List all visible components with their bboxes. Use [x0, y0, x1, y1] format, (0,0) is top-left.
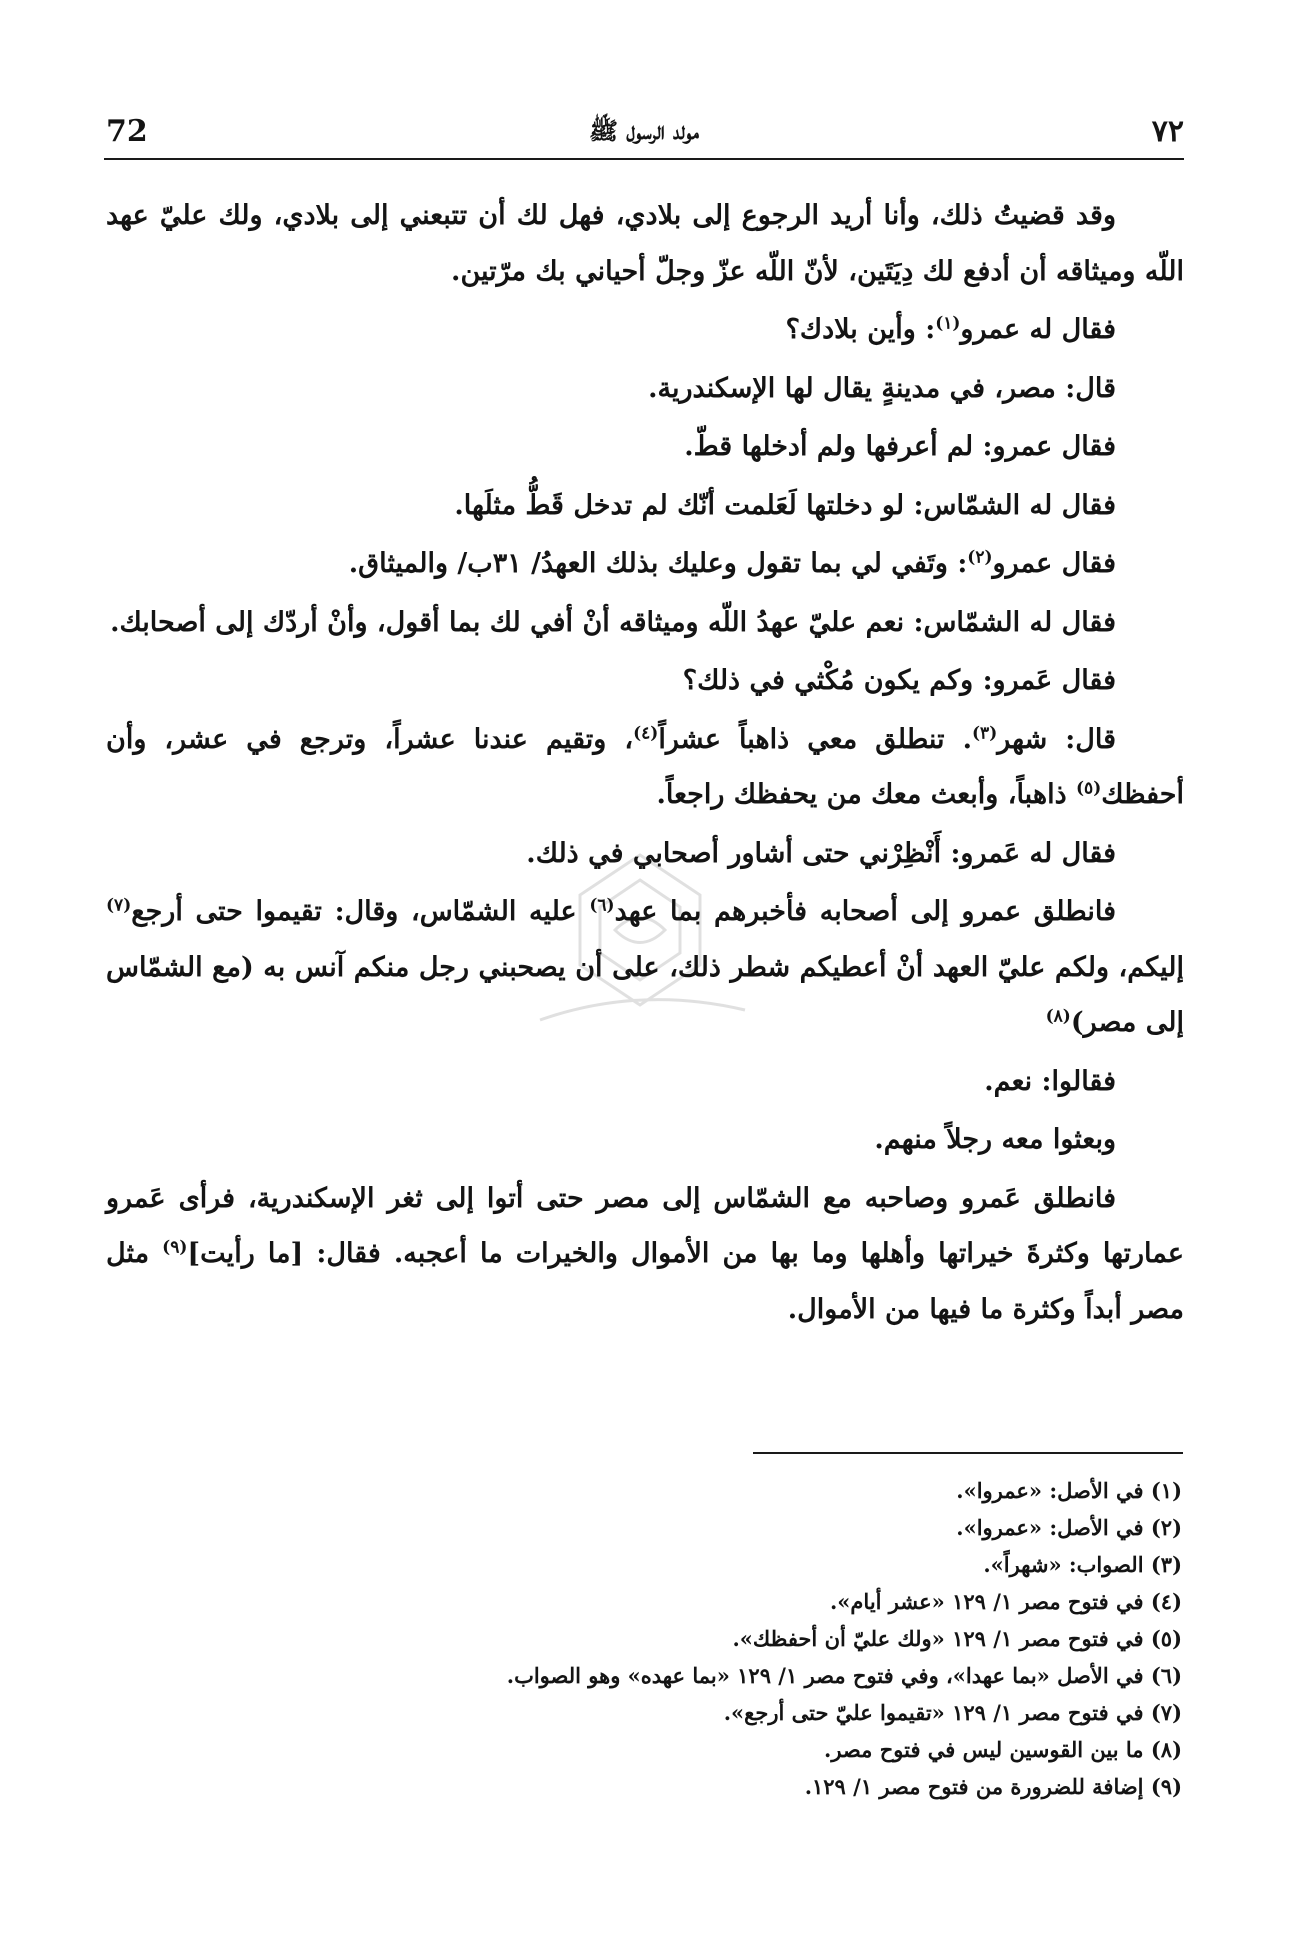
paragraph: فقال له الشمّاس: نعم عليّ عهدُ اللّه وميثاقه أنْ أفي لك بما أقول، وأنْ أردّك إلى أصحابك. [110, 606, 1116, 638]
main-text [106, 188, 1184, 1340]
paragraph: قال: مصر، في مدينةٍ يقال لها الإسكندرية. [648, 372, 1116, 404]
footnote: (٤) في فتوح مصر ١/ ١٢٩ «عشر أيام». [829, 1589, 1182, 1614]
paragraph: فانطلق عَمرو وصاحبه مع الشمّاس إلى مصر حتى أتوا إلى ثغر الإسكندرية، فرأى عَمرو عمارتها وكثرةَ خيراتها وأهلها وما بها من الأموال والخيرات ما أعجبه. فقال: [ما رأيت]$^{(٩)}$ مثل مصر أبداً وكثرة ما فيها من الأموال. [106, 1182, 1185, 1325]
footnote: (٧) في فتوح مصر ١/ ١٢٩ «تقيموا عليّ حتى أرجع». [723, 1700, 1182, 1725]
page-number-arabic: ٧٢ [1151, 114, 1184, 149]
paragraph: فقال له عمرو$^{(١)}$: وأين بلادك؟ [785, 313, 1116, 345]
paragraph: وقد قضيتُ ذلك، وأنا أريد الرجوع إلى بلادي، فهل لك أن تتبعني إلى بلادي، ولك عليّ عهد اللّه وميثاقه أن أدفع لك دِيَتَين، لأنّ اللّه عزّ وجلّ أحياني بك مرّتين. [106, 200, 1184, 287]
page-header [104, 108, 1184, 156]
paragraph: فقال له عَمرو: أَنْظِرْني حتى أشاور أصحابي في ذلك. [526, 837, 1116, 869]
paragraph: قال: شهر$^{(٣)}$. تنطلق معي ذاهباً عشراً$^{(٤)}$، وتقيم عندنا عشراً، وترجع في عشر، وأن أحفظك$^{(٥)}$ ذاهباً، وأبعث معك من يحفظك راجعاً. [106, 723, 1184, 810]
footnote: (٦) في الأصل «بما عهدا»، وفي فتوح مصر ١/ ١٢٩ «بما عهده» وهو الصواب. [506, 1663, 1182, 1688]
paragraph: فقال عَمرو: وكم يكون مُكْثي في ذلك؟ [682, 665, 1116, 696]
header-rule [104, 158, 1184, 160]
paragraph: فانطلق عمرو إلى أصحابه فأخبرهم بما عهد$^{(٦)}$ عليه الشمّاس، وقال: تقيموا حتى أرجع$^{(٧)}$ إليكم، ولكم عليّ العهد أنْ أعطيكم شطر ذلك، على أن يصحبني رجل منكم آنس به (مع الشمّاس إلى مصر)$^{(٨)}$ [106, 895, 1184, 1038]
footnote: (٢) في الأصل: «عمروا». [956, 1515, 1182, 1540]
paragraph: فقالوا: نعم. [984, 1065, 1116, 1097]
footnote: (٨) ما بين القوسين ليس في فتوح مصر. [824, 1737, 1182, 1762]
footnote: (٣) الصواب: «شهراً». [983, 1552, 1182, 1577]
paragraph: فقال عمرو$^{(٢)}$: وتَفي لي بما تقول وعليك بذلك العهدُ/ ٣١ب/ والميثاق. [348, 547, 1116, 579]
paragraph: وبعثوا معه رجلاً منهم. [874, 1124, 1116, 1155]
running-title: مولد الرسول ﷺ [589, 116, 699, 145]
footnote: (١) في الأصل: «عمروا». [956, 1478, 1182, 1503]
footnote: (٩) إضافة للضرورة من فتوح مصر ١/ ١٢٩. [804, 1774, 1182, 1799]
paragraph: فقال عمرو: لم أعرفها ولم أدخلها قطّ. [684, 431, 1116, 462]
footnote-rule [753, 1452, 1183, 1454]
page-number-latin: 72 [106, 114, 148, 149]
paragraph: فقال له الشمّاس: لو دخلتها لَعَلمت أنّك لم تدخل قَطُّ مثلَها. [454, 489, 1116, 521]
footnote: (٥) في فتوح مصر ١/ ١٢٩ «ولك عليّ أن أحفظك». [732, 1626, 1182, 1651]
footnotes [106, 1472, 1186, 1805]
